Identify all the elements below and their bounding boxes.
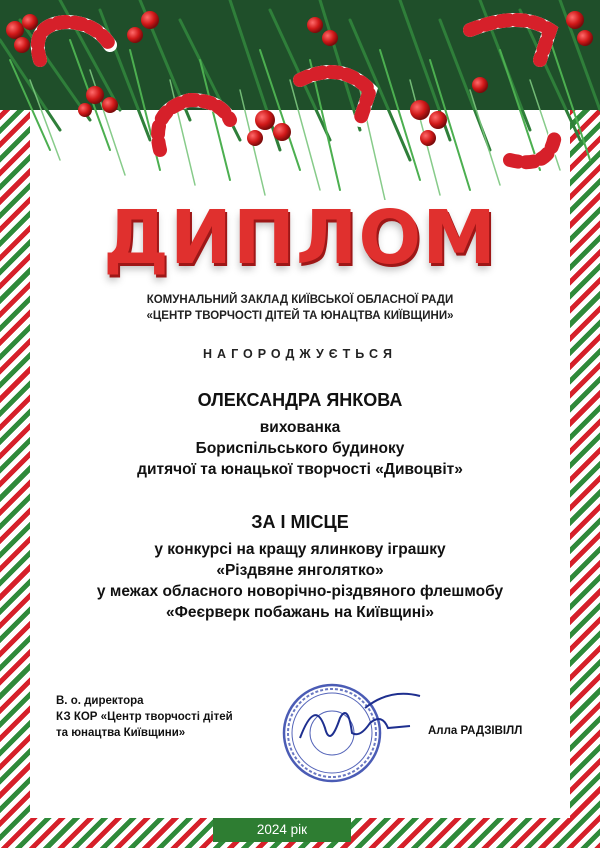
awarded-label: НАГОРОДЖУЄТЬСЯ — [203, 347, 397, 361]
contest-line: у межах обласного новорічно-різдвяного флешмобу — [96, 583, 504, 600]
recipient-line: вихованка — [259, 419, 341, 436]
contest-details — [0, 539, 600, 623]
recipient-name: ОЛЕКСАНДРА ЯНКОВА — [197, 390, 403, 410]
year-badge: 2024 рік — [213, 818, 351, 842]
contest-line: «Різдвяне янголятко» — [216, 562, 384, 579]
recipient-line: дитячої та юнацької творчості «Дивоцвіт» — [137, 461, 463, 478]
recipient-details — [0, 417, 600, 480]
organization-line: КОМУНАЛЬНИЙ ЗАКЛАД КИЇВСЬКОЇ ОБЛАСНОЇ РАДИ — [146, 294, 454, 306]
contest-line: у конкурсі на кращу ялинкову іграшку — [154, 541, 446, 558]
signer-line: та юнацтва Київщини» — [56, 727, 186, 739]
award-place: ЗА І МІСЦЕ — [251, 512, 349, 532]
christmas-garland-icon — [0, 0, 600, 200]
signer-title — [56, 693, 233, 741]
signer-line: КЗ КОР «Центр творчості дітей — [56, 711, 233, 723]
organization-line: «ЦЕНТР ТВОРЧОСТІ ДІТЕЙ ТА ЮНАЦТВА КИЇВЩИНИ» — [146, 310, 454, 322]
signer-name: Алла РАДЗІВІЛЛ — [428, 725, 523, 737]
official-stamp-icon — [270, 678, 440, 788]
signer-line: В. о. директора — [56, 695, 144, 707]
recipient-line: Бориспільського будиноку — [195, 440, 405, 457]
organization-name — [0, 292, 600, 324]
diploma-title: ДИПЛОМ — [103, 195, 497, 281]
contest-line: «Феєрверк побажань на Київщині» — [165, 604, 435, 621]
signature-icon — [300, 694, 420, 738]
